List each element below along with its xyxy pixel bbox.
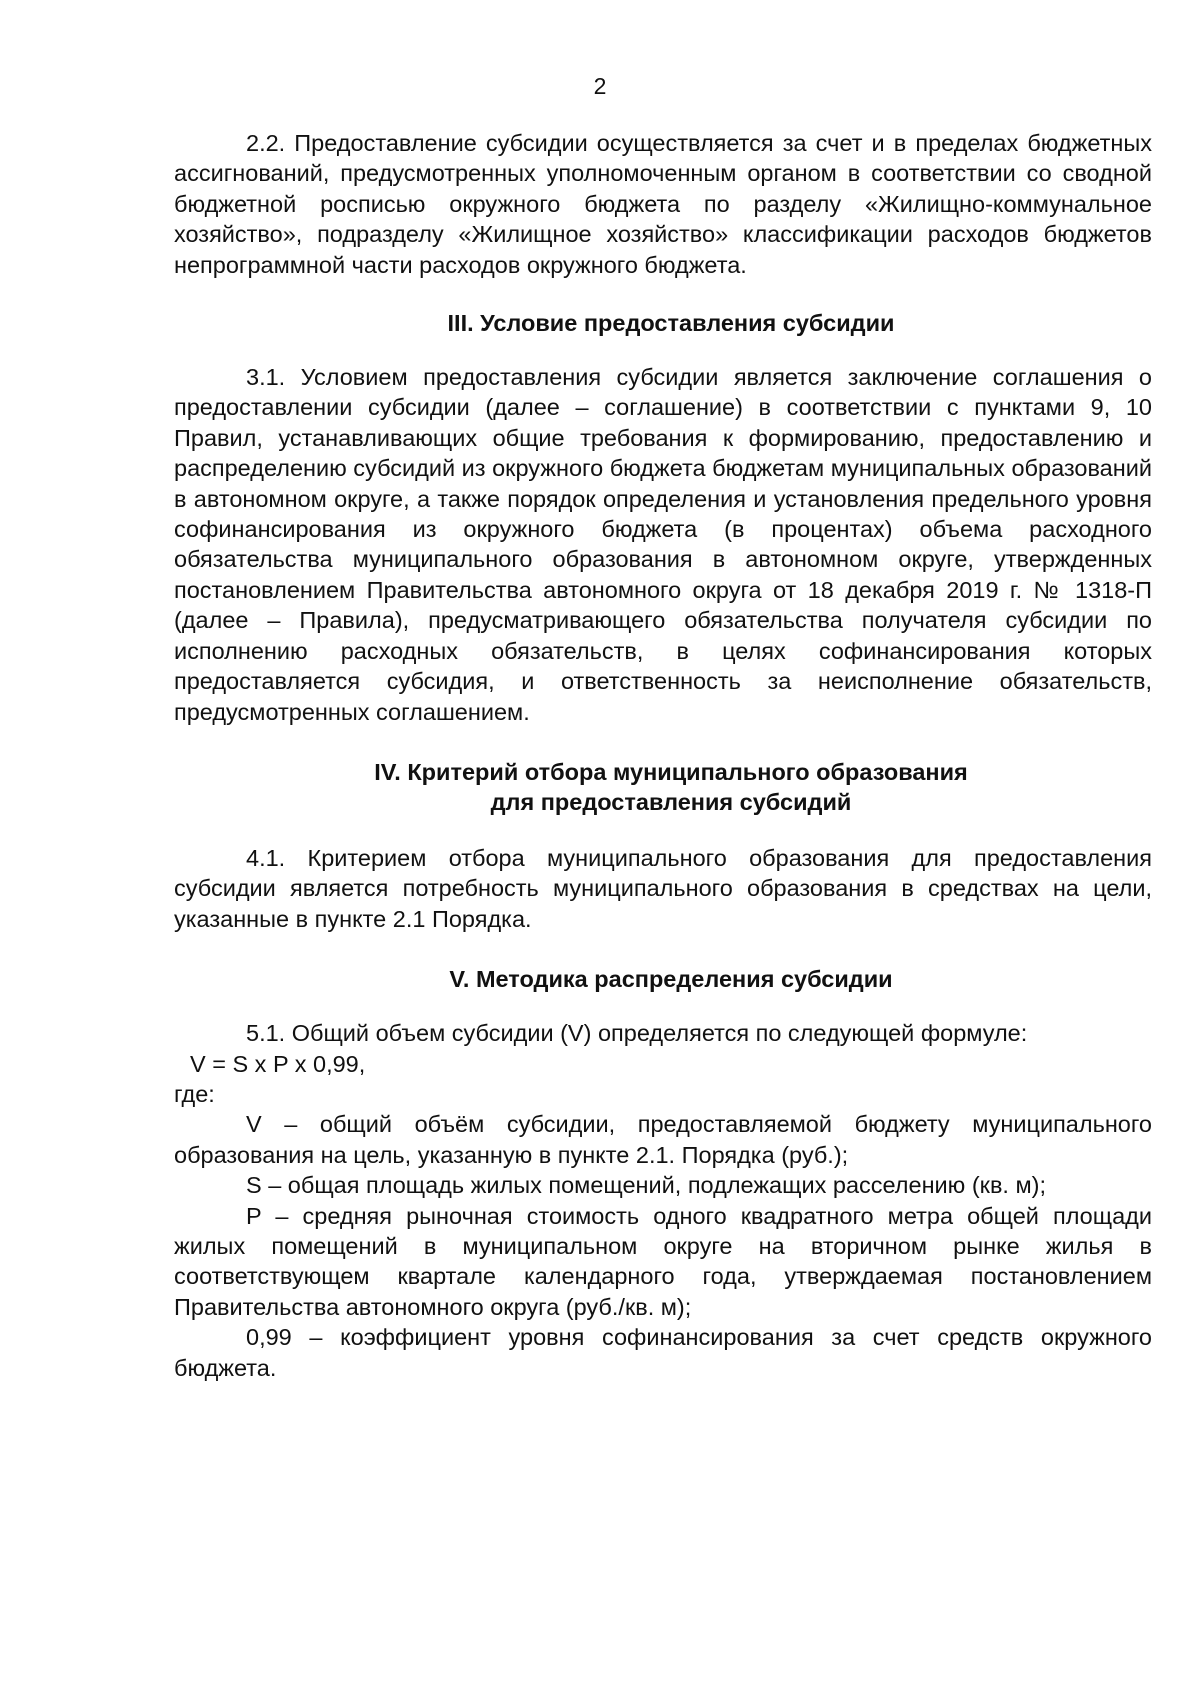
- subsidy-formula: V = S x P x 0,99,: [190, 1050, 366, 1077]
- paragraph-4-1: 4.1. Критерием отбора муниципального образования для предоставления субсидии является потребность муниципального образования в средствах на цели, указанные в пункте 2.1 Порядка.: [174, 844, 1152, 932]
- where-label: где:: [174, 1080, 215, 1107]
- section-4-heading-line-1: IV. Критерий отбора муниципального образования: [374, 758, 968, 785]
- section-4-heading: [174, 757, 1152, 817]
- document-body: [174, 128, 1152, 1383]
- section-3-heading: III. Условие предоставления субсидии: [447, 310, 895, 337]
- paragraph-5-1: 5.1. Общий объем субсидии (V) определяется по следующей формуле:: [246, 1020, 1028, 1047]
- section-4-heading-line-2: для предоставления субсидий: [490, 788, 852, 815]
- definition-p: P – средняя рыночная стоимость одного квадратного метра общей площади жилых помещений в муниципальном округе на вторичном рынке жилья в соответствующем квартале календарного года, утверждаемая постановлением Правительства автономного округа (руб./кв. м);: [174, 1202, 1152, 1320]
- page-number: 2: [593, 73, 607, 99]
- paragraph-2-2: 2.2. Предоставление субсидии осуществляется за счет и в пределах бюджетных ассигнований, предусмотренных уполномоченным органом в соответствии со сводной бюджетной росписью окружного бюджета по разделу «Жилищно-коммунальное хозяйство», подразделу «Жилищное хозяйство» классификации расходов бюджетов непрограммной части расходов окружного бюджета.: [174, 130, 1152, 278]
- definition-v: V – общий объём субсидии, предоставляемой бюджету муниципального образования на цель, указанную в пункте 2.1. Порядка (руб.);: [174, 1111, 1152, 1168]
- definition-coefficient: 0,99 – коэффициент уровня софинансирования за счет средств окружного бюджета.: [174, 1324, 1152, 1381]
- paragraph-3-1: 3.1. Условием предоставления субсидии является заключение соглашения о предоставлении субсидии (далее – соглашение) в соответствии с пунктами 9, 10 Правил, устанавливающих общие требования к формированию, предоставлению и распределению субсидий из окружного бюджета бюджетам муниципальных образований в автономном округе, а также порядок определения и установления предельного уровня софинансирования из окружного бюджета (в процентах) объема расходного обязательства муниципального образования в автономном округе, утвержденных постановлением Правительства автономного округа от 18 декабря 2019 г. № 1318-П (далее – Правила), предусматривающего обязательства получателя субсидии по исполнению расходных обязательств, в целях софинансирования которых предоставляется субсидия, и ответственность за неисполнение обязательств, предусмотренных соглашением.: [174, 364, 1152, 725]
- definition-s: S – общая площадь жилых помещений, подлежащих расселению (кв. м);: [246, 1172, 1046, 1199]
- section-5-heading: V. Методика распределения субсидии: [449, 966, 893, 993]
